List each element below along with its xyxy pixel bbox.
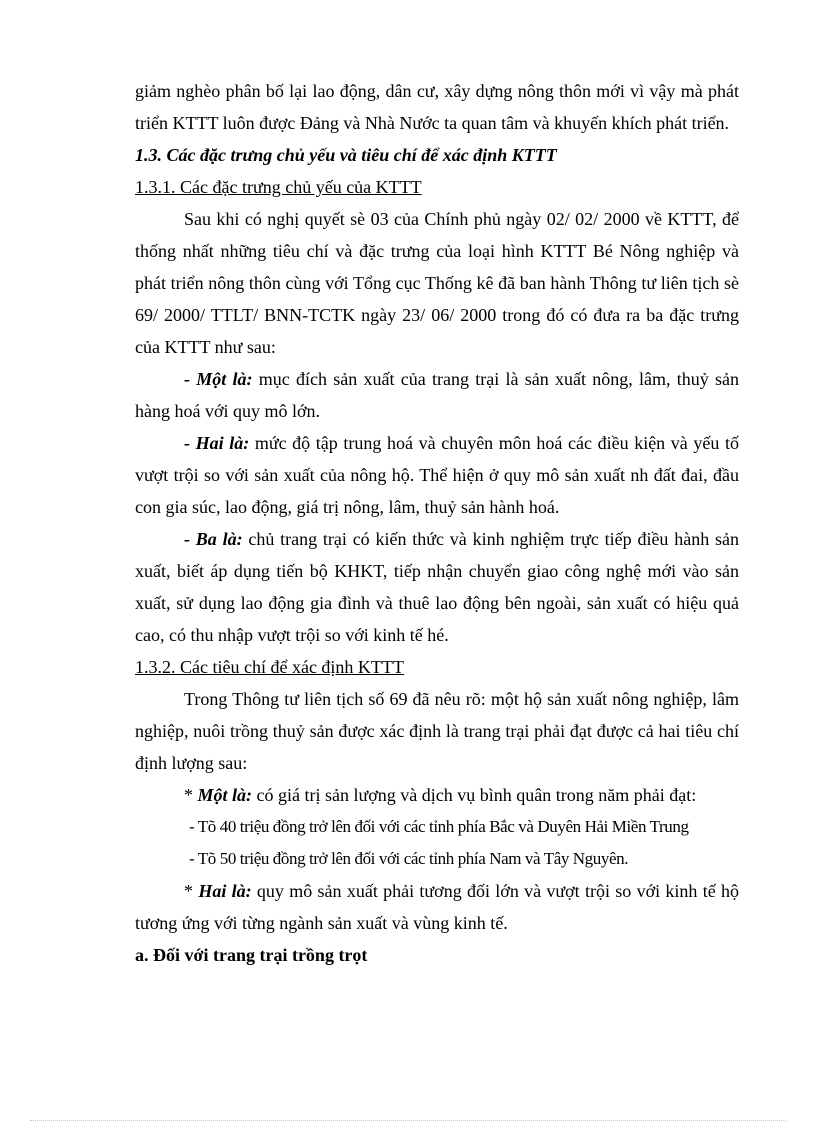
- item-text: chủ trang trại có kiến thức và kinh nghiệm trực tiếp điều hành sản xuất, biết áp dụng tiến bộ KHKT, tiếp nhận chuyển giao công nghệ mới vào sản xuất, sử dụng lao động gia đình và thuê lao động bên ngoài, sản xuất có hiệu quả cao, có thu nhập vượt trội so với kinh tế hé.: [135, 529, 739, 645]
- item-label: - Ba là:: [184, 529, 243, 549]
- subsection-2-heading: 1.3.2. Các tiêu chí để xác định KTTT: [135, 657, 404, 677]
- characteristic-item-3: [135, 523, 739, 651]
- criterion-text: quy mô sản xuất phải tương đối lớn và vượt trội so với kinh tế hộ tương ứng với từng ngành sản xuất và vùng kinh tế.: [135, 881, 740, 933]
- criterion-label: Hai là:: [198, 881, 252, 901]
- subsection-2-intro: Trong Thông tư liên tịch số 69 đã nêu rõ: một hộ sản xuất nông nghiệp, lâm nghiệp, nuôi trồng thuỷ sản được xác định là trang trại phải đạt được cả hai tiêu chí định lượng sau:: [135, 689, 739, 773]
- item-text: mục đích sản xuất của trang trại là sản xuất nông, lâm, thuỷ sản hàng hoá với quy mô lớn.: [135, 369, 739, 421]
- criterion-text: có giá trị sản lượng và dịch vụ bình quân trong năm phải đạt:: [252, 785, 697, 805]
- document-body: [135, 75, 739, 971]
- criterion-prefix: *: [184, 881, 199, 901]
- characteristic-item-1: [135, 363, 739, 427]
- characteristic-item-2: [135, 427, 739, 523]
- criterion-1-line-2: - Tõ 50 triệu đồng trở lên đối với các tỉnh phía Nam và Tây Nguyên.: [189, 849, 629, 868]
- item-text: mức độ tập trung hoá và chuyên môn hoá các điều kiện và yếu tố vượt trội so với sản xuất của nông hộ. Thể hiện ở quy mô sản xuất nh đất đai, đầu con gia súc, lao động, giá trị nông, lâm, thuỷ sản hành hoá.: [135, 433, 739, 517]
- criterion-label: Một là:: [197, 785, 253, 805]
- item-label: - Hai là:: [184, 433, 250, 453]
- criterion-1-line-1: - Tõ 40 triệu đồng trở lên đối với các tỉnh phía Bắc và Duyên Hải Miền Trung: [189, 817, 689, 836]
- criterion-1: [135, 779, 739, 811]
- opening-paragraph: giảm nghèo phân bố lại lao động, dân cư, xây dựng nông thôn mới vì vậy mà phát triển KTTT luôn được Đảng và Nhà Nước ta quan tâm và khuyến khích phát triển.: [135, 81, 739, 133]
- subsection-1-heading: 1.3.1. Các đặc trưng chủ yếu của KTTT: [135, 177, 422, 197]
- item-label: - Một là:: [184, 369, 253, 389]
- page-bottom-divider: [30, 1120, 786, 1121]
- subsection-1-intro: Sau khi có nghị quyết sè 03 của Chính phủ ngày 02/ 02/ 2000 về KTTT, để thống nhất những tiêu chí và đặc trưng của loại hình KTTT Bé Nông nghiệp và phát triển nông thôn cùng với Tổng cục Thống kê đã ban hành Thông tư liên tịch sè 69/ 2000/ TTLT/ BNN-TCTK ngày 23/ 06/ 2000 trong đó có đưa ra ba đặc trưng của KTTT như sau:: [135, 209, 739, 357]
- criterion-2: [135, 875, 739, 939]
- subheading-a: a. Đối với trang trại trồng trọt: [135, 945, 368, 965]
- criterion-prefix: *: [184, 785, 198, 805]
- section-heading: 1.3. Các đặc trưng chủ yếu và tiêu chí để xác định KTTT: [135, 145, 557, 165]
